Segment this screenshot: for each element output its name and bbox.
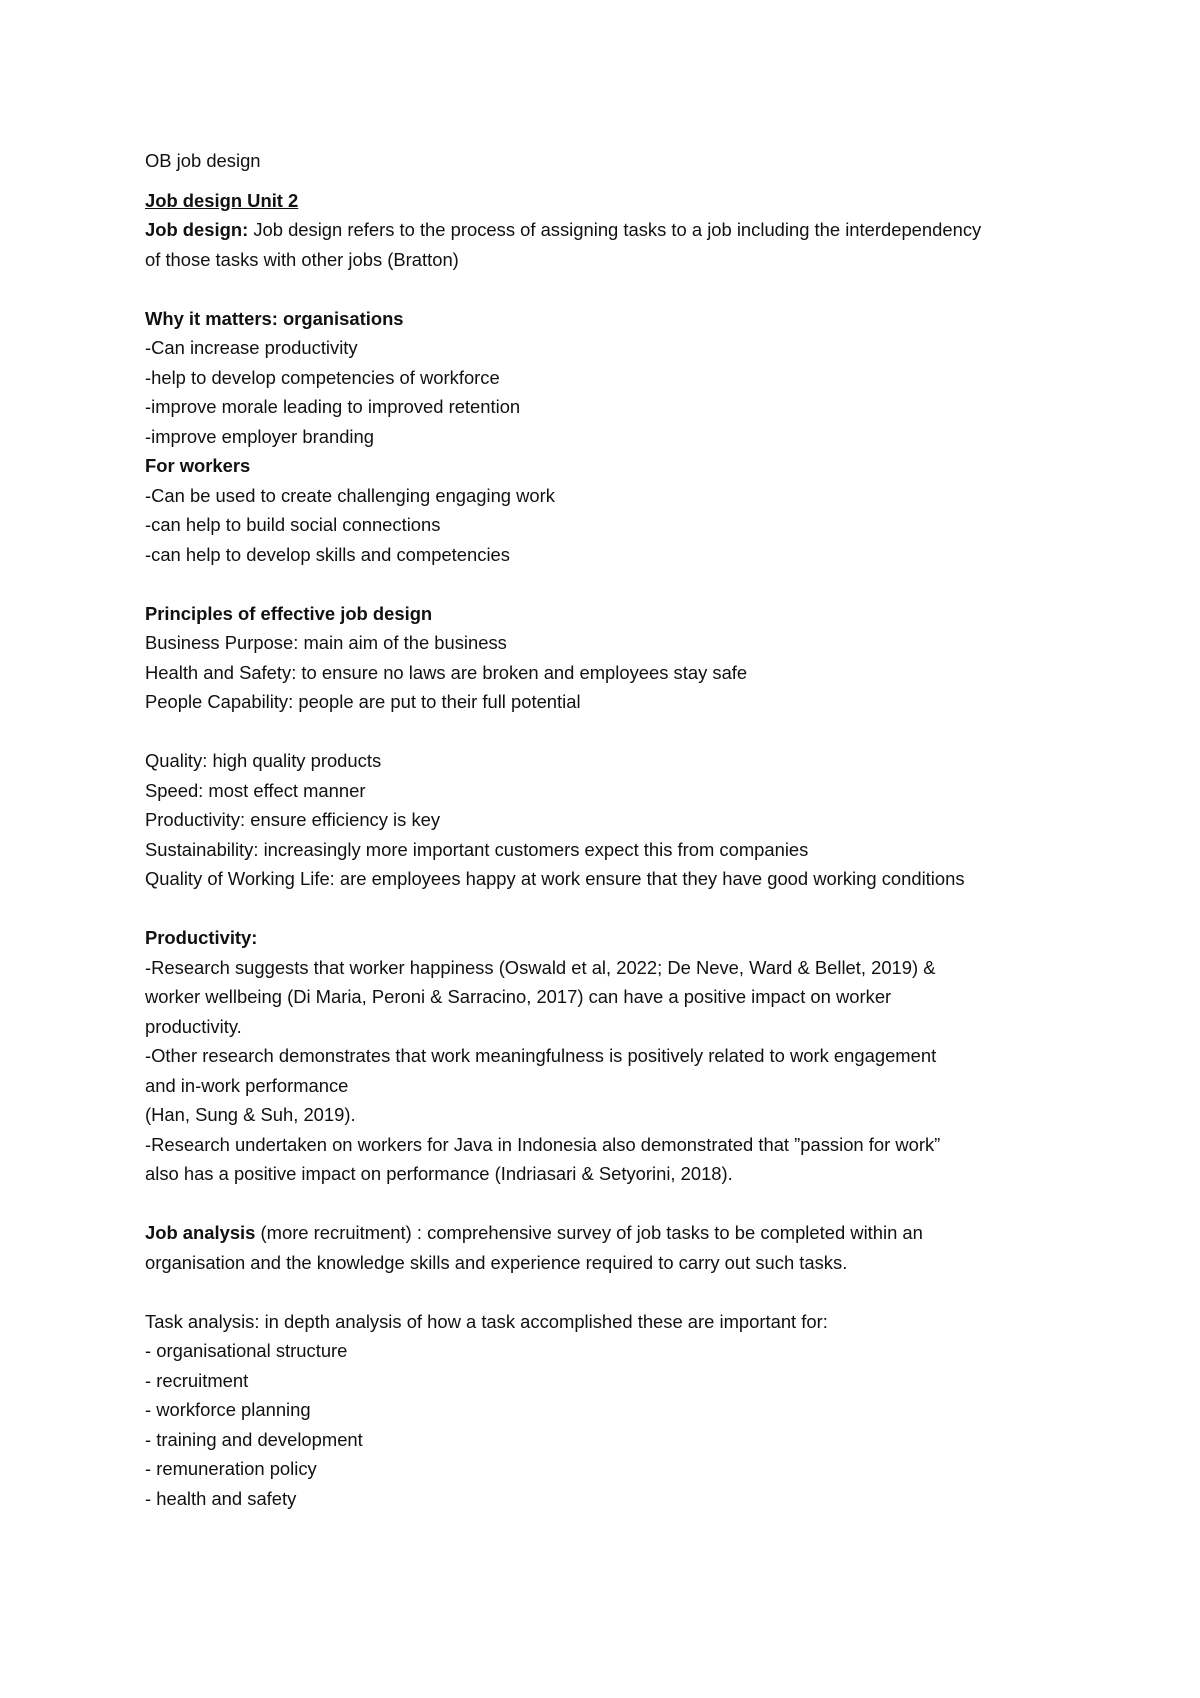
list-item: - remuneration policy (145, 1458, 317, 1479)
list-item: - workforce planning (145, 1399, 311, 1420)
list-item: Productivity: ensure efficiency is key (145, 809, 441, 830)
list-item: Sustainability: increasingly more important customers expect this from companies (145, 838, 809, 860)
paragraph-line: worker wellbeing (Di Maria, Peroni & Sarracino, 2017) can have a positive impact on worker (145, 986, 892, 1007)
list-item: Quality: high quality products (145, 750, 382, 771)
list-item: -can help to build social connections (145, 514, 441, 535)
job-analysis-line-2: organisation and the knowledge skills and experience required to carry out such tasks. (145, 1251, 848, 1273)
list-item: Quality of Working Life: are employees happy at work ensure that they have good working conditions (145, 868, 965, 889)
list-item: - training and development (145, 1428, 363, 1450)
paragraph-line: (Han, Sung & Suh, 2019). (145, 1104, 356, 1125)
list-item: -Can increase productivity (145, 337, 358, 358)
paragraph-line: -Other research demonstrates that work meaningfulness is positively related to work engagement (145, 1045, 937, 1066)
list-item: - recruitment (145, 1369, 249, 1391)
definition-text: Job design refers to the process of assigning tasks to a job including the interdependency (248, 219, 982, 240)
definition-term: Job design: (145, 219, 249, 240)
list-item: -improve employer branding (145, 425, 374, 447)
list-item: - organisational structure (145, 1340, 348, 1361)
paragraph-line: -Research undertaken on workers for Java in Indonesia also demonstrated that ”passion for work” (145, 1133, 941, 1155)
list-item: Business Purpose: main aim of the business (145, 632, 507, 653)
list-item: -can help to develop skills and competencies (145, 543, 510, 565)
list-item: People Capability: people are put to their full potential (145, 691, 581, 712)
list-item: -help to develop competencies of workforce (145, 366, 500, 388)
list-item: - health and safety (145, 1487, 297, 1509)
workers-heading: For workers (145, 455, 251, 476)
document-title: OB job design (145, 150, 261, 171)
list-item: Health and Safety: to ensure no laws are broken and employees stay safe (145, 661, 748, 683)
list-item: -Can be used to create challenging engaging work (145, 484, 555, 506)
paragraph-line: and in-work performance (145, 1074, 349, 1096)
paragraph-line: productivity. (145, 1015, 242, 1037)
job-analysis-line-1 (145, 1218, 1100, 1248)
principles-heading: Principles of effective job design (145, 602, 433, 624)
unit-heading: Job design Unit 2 (145, 189, 299, 211)
list-item: -improve morale leading to improved retention (145, 396, 521, 417)
list-item: Speed: most effect manner (145, 779, 366, 801)
paragraph-line: also has a positive impact on performance (Indriasari & Setyorini, 2018). (145, 1163, 733, 1184)
paragraph-line: -Research suggests that worker happiness (Oswald et al, 2022; De Neve, Ward & Bellet, 2019) & (145, 956, 936, 978)
why-heading: Why it matters: organisations (145, 307, 404, 329)
productivity-heading: Productivity: (145, 927, 258, 948)
definition-line-1 (145, 215, 1100, 245)
job-analysis-term: Job analysis (145, 1222, 256, 1243)
job-analysis-text: (more recruitment) : comprehensive survey of job tasks to be completed within an (255, 1222, 923, 1243)
task-analysis-intro: Task analysis: in depth analysis of how a task accomplished these are important for: (145, 1310, 828, 1332)
definition-line-2: of those tasks with other jobs (Bratton) (145, 248, 459, 270)
